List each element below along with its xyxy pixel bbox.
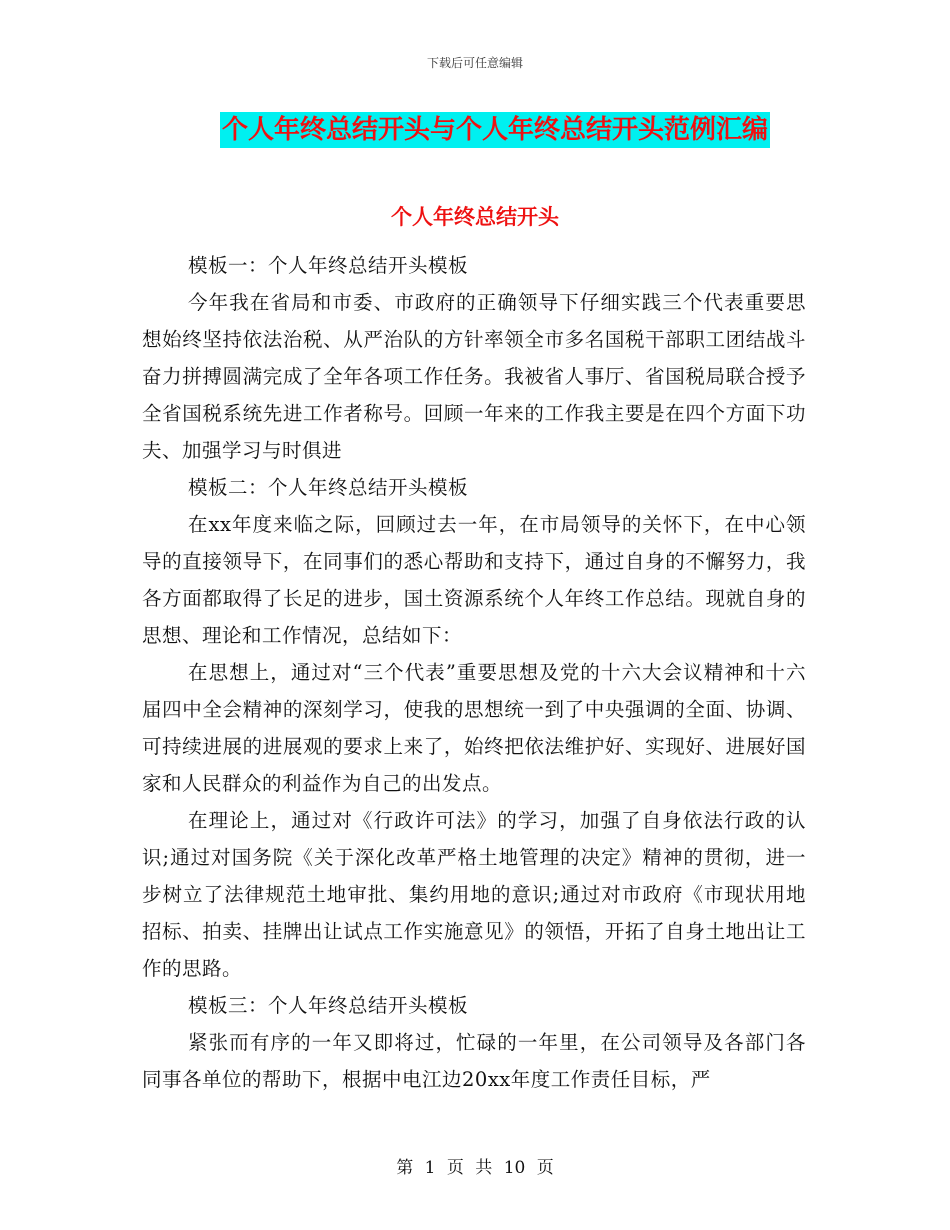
header-note: 下载后可任意编辑 — [426, 56, 523, 70]
paragraph: 今年我在省局和市委、市政府的正确领导下仔细实践三个代表重要思想始终坚持依法治税、从严治队的方针率领全市多名国税干部职工团结战斗奋力拼搏圆满完成了全年各项工作任务。我被省人事厅、省国税局联合授予全省国税系统先进工作者称号。回顾一年来的工作我主要是在四个方面下功夫、加强学习与时俱进 — [142, 291, 806, 462]
paragraph: 紧张而有序的一年又即将过，忙碌的一年里，在公司领导及各部门各同事各单位的帮助下，根据中电江边20xx年度工作责任目标，严 — [142, 1031, 806, 1091]
paragraph: 在思想上，通过对“三个代表”重要思想及党的十六大会议精神和十六届四中全会精神的深刻学习，使我的思想统一到了中央强调的全面、协调、可持续进展的进展观的要求上来了，始终把依法维护好、实现好、进展好国家和人民群众的利益作为自己的出发点。 — [142, 661, 806, 795]
section-heading: 个人年终总结开头 — [391, 205, 559, 229]
document-body — [142, 247, 806, 1098]
document-title: 个人年终总结开头与个人年终总结开头范例汇编 — [220, 112, 770, 148]
paragraph: 在xx年度来临之际，回顾过去一年，在市局领导的关怀下，在中心领导的直接领导下，在同事们的悉心帮助和支持下，通过自身的不懈努力，我各方面都取得了长足的进步，国土资源系统个人年终工作总结。现就自身的思想、理论和工作情况，总结如下： — [142, 513, 806, 647]
template-label: 模板一：个人年终总结开头模板 — [188, 254, 469, 277]
paragraph: 在理论上，通过对《行政许可法》的学习，加强了自身依法行政的认识;通过对国务院《关于深化改革严格土地管理的决定》精神的贯彻，进一步树立了法律规范土地审批、集约用地的意识;通过对市政府《市现状用地招标、拍卖、挂牌出让试点工作实施意见》的领悟，开拓了自身土地出让工作的思路。 — [142, 809, 806, 980]
template-label: 模板二：个人年终总结开头模板 — [188, 476, 469, 499]
page-number: 第 1 页 共 10 页 — [396, 1158, 554, 1178]
template-label: 模板三：个人年终总结开头模板 — [188, 994, 469, 1017]
